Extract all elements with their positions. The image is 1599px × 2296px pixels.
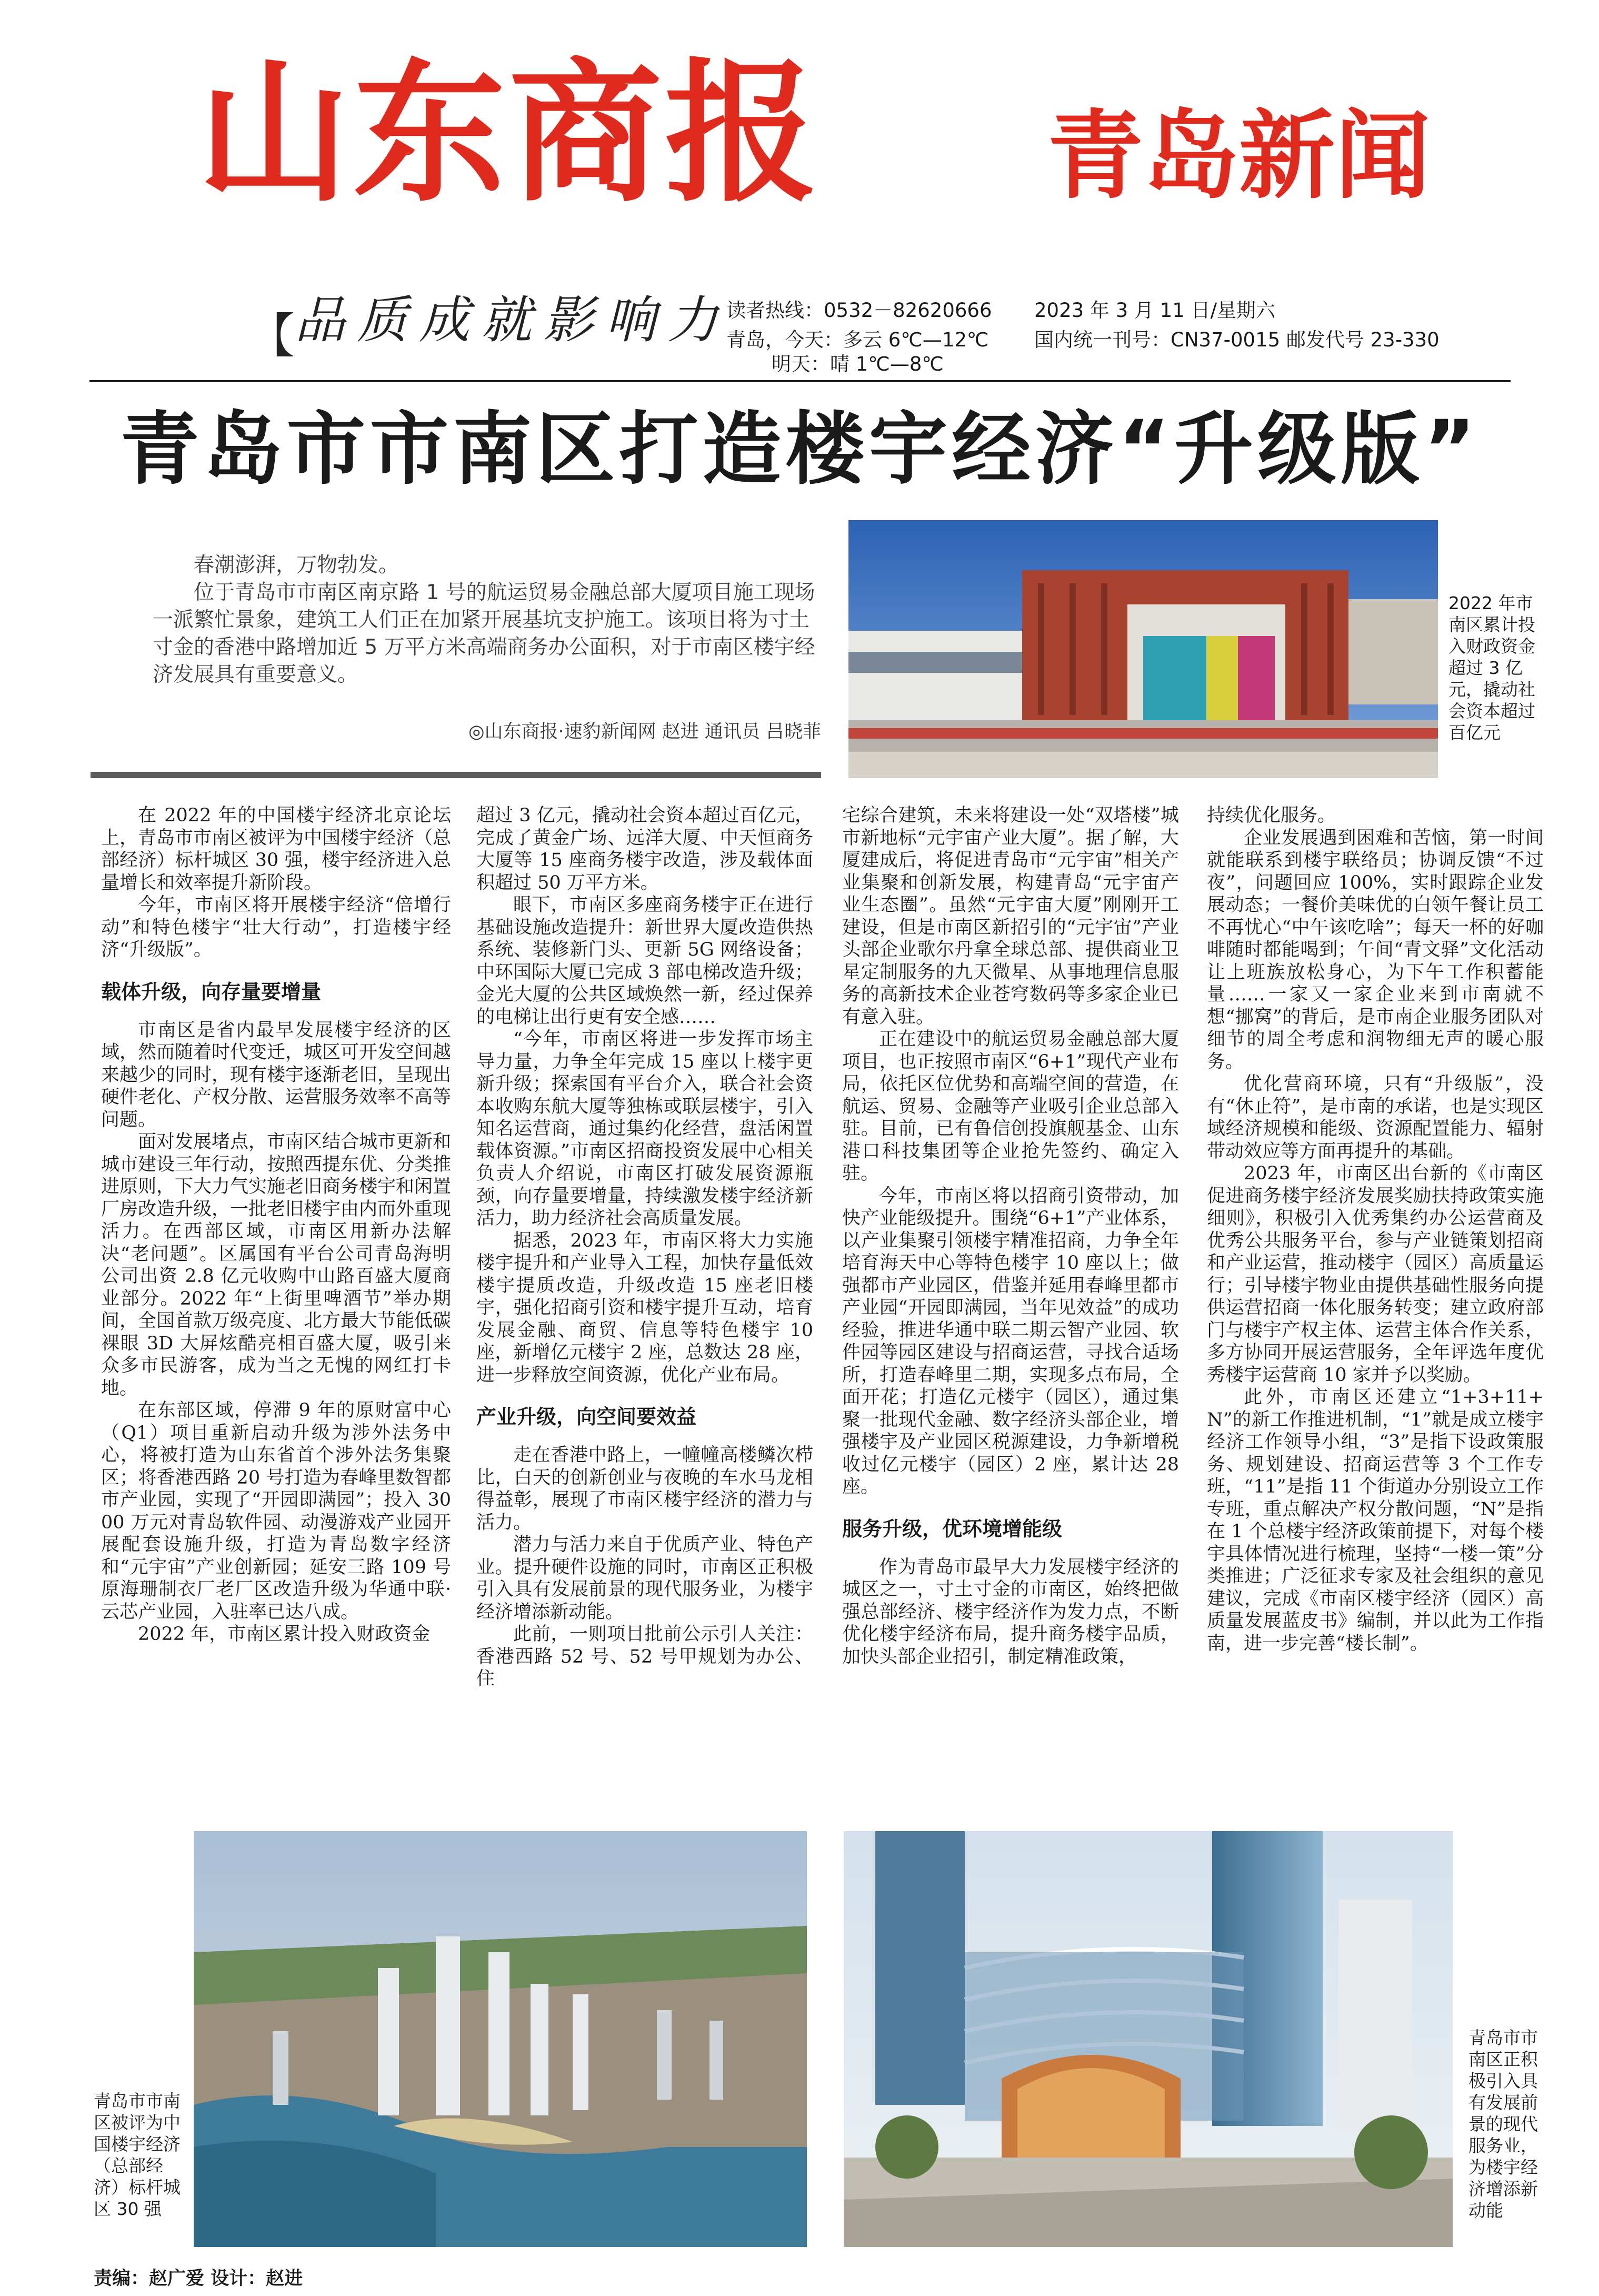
article-column-4 bbox=[1207, 804, 1544, 1655]
weather-tomorrow: 明天：晴 1℃—8℃ bbox=[772, 353, 944, 375]
edition-title: 青岛新闻 bbox=[1047, 100, 1431, 212]
building-photo bbox=[848, 520, 1438, 778]
lead-rule bbox=[91, 772, 821, 778]
issue-date: 2023 年 3 月 11 日/星期六 bbox=[1034, 299, 1276, 322]
section-heading: 服务升级，优环境增能级 bbox=[842, 1517, 1063, 1540]
footer-credits: 责编：赵广爱 设计：赵进 bbox=[94, 2268, 303, 2289]
article-paragraph: 2022 年，市南区累计投入财政资金 bbox=[138, 1624, 431, 1645]
article-paragraph: 正在建设中的航运贸易金融总部大厦项目，也正按照市南区“6+1”现代产业布局，依托区位优势和高端空间的营造，在航运、贸易、金融等产业吸引企业总部入驻。目前，已有鲁信创投旗舰基金、山东港口科技集团等企业抢先签约、确定入驻。 bbox=[842, 1029, 1179, 1184]
aerial-city-photo bbox=[194, 1831, 807, 2247]
article-paragraph: 今年，市南区将以招商引资带动，加快产业能级提升。围绕“6+1”产业体系，以产业集聚引领楼宇精准招商，力争全年培育海天中心等特色楼宇 10 座以上；做强都市产业园区，借鉴并延用春峰里都市产业园“开园即满园，当年见效益”的成功经验，推进华通中联二期云智产业园、软件园等园区建设与招商运营，寻找合适场所，打造春峰里二期，实现多点布局，全面开花；打造亿元楼宇（园区），通过集聚一批现代金融、数字经济头部企业，增强楼宇及产业园区税源建设，力争新增税收过亿元楼宇（园区）2 座，累计达 28 座。 bbox=[842, 1185, 1179, 1497]
lead-paragraph: 位于青岛市市南区南京路 1 号的航运贸易金融总部大厦项目施工现场一派繁忙景象，建筑工人们正在加紧开展基坑支护施工。该项目将为寸土寸金的香港中路增加近 5 万平方米高端商务办公面积，对于市南区楼宇经济发展具有重要意义。 bbox=[153, 581, 815, 687]
main-headline: 青岛市市南区打造楼宇经济“升级版” bbox=[120, 404, 1480, 495]
article-paragraph: 优化营商环境，只有“升级版”，没有“休止符”，是市南的承诺，也是实现区域经济规模和能级、资源配置能力、辐射带动效应等方面再提升的基础。 bbox=[1207, 1074, 1544, 1162]
article-paragraph: 在东部区域，停滞 9 年的原财富中心（Q1）项目重新启动升级为涉外法务中心，将被打造为山东省首个涉外法务集聚区；将香港西路 20 号打造为春峰里数智都市产业园，实现了“开园即满园”；投入 3000 万元对青岛软件园、动漫游戏产业园开展配套设施升级，打造为青岛数字经济和“元宇宙”产业创新园；延安三路 109 号原海珊制衣厂老厂区改造升级为华通中联·云芯产业园，入驻率已达八成。 bbox=[101, 1400, 451, 1623]
issue-number: 国内统一刊号：CN37-0015 邮发代号 23-330 bbox=[1034, 329, 1440, 351]
article-paragraph: “今年，市南区将进一步发挥市场主导力量，力争全年完成 15 座以上楼宇更新升级；探索国有平台介入，联合社会资本收购东航大厦等独栋或联层楼宇，引入知名运营商，通过集约化经营，盘活闲置载体资源。”市南区招商投资发展中心相关负责人介绍说，市南区打破发展资源瓶颈，向存量要增量，持续激发楼宇经济新活力，助力经济社会高质量发展。 bbox=[476, 1029, 813, 1229]
article-paragraph: 此外，市南区还建立“1+3+11+N”的新工作推进机制，“1”就是成立楼宇经济工作领导小组，“3”是指下设政策服务、规划建设、招商运营等 3 个工作专班，“11”是指 11 个街道办分别设立工作专班，重点解决产权分散问题，“N”是指在 1 个总楼宇经济政策前提下，对每个楼宇具体情况进行梳理，坚持“一楼一策”分类推进；广泛征求专家及社会组织的意见建议，完成《市南区楼宇经济（园区）高质量发展蓝皮书》编制，并以此为工作指南，进一步完善“楼长制”。 bbox=[1207, 1387, 1544, 1654]
article-paragraph: 此前，一则项目批前公示引人关注：香港西路 52 号、52 号甲规划为办公、住 bbox=[476, 1624, 813, 1689]
article-paragraph: 在 2022 年的中国楼宇经济北京论坛上，青岛市市南区被评为中国楼宇经济（总部经济）标杆城区 30 强，楼宇经济进入总量增长和效率提升新阶段。 bbox=[101, 805, 452, 893]
slogan-bracket: 【 bbox=[247, 309, 295, 364]
article-paragraph: 超过 3 亿元，撬动社会资本超过百亿元，完成了黄金广场、远洋大厦、中天恒商务大厦等 15 座商务楼宇改造，涉及载体面积超过 50 万平方米。 bbox=[476, 805, 813, 893]
article-paragraph: 2023 年，市南区出台新的《市南区促进商务楼宇经济发展奖励扶持政策实施细则》，积极引入优秀集约办公运营商及优秀公共服务平台，参与产业链策划招商和产业运营，推动楼宇（园区）高质量运行；引导楼宇物业由提供基础性服务向提供运营招商一体化服务转变；建立政府部门与楼宇产权主体、运营主体合作关系，多方协同开展运营服务，全年评选年度优秀楼宇运营商 10 家并予以奖励。 bbox=[1207, 1163, 1544, 1386]
article-column-2 bbox=[476, 804, 813, 1691]
caption-top-right: 2022 年市南区累计投入财政资金超过 3 亿元，撬动社会资本超过百亿元 bbox=[1448, 593, 1535, 743]
header-rule bbox=[89, 380, 1511, 382]
article-paragraph: 作为青岛市最早大力发展楼宇经济的城区之一，寸土寸金的市南区，始终把做强总部经济、楼宇经济作为发力点，不断优化楼宇经济布局，提升商务楼宇品质，加快头部企业招引，制定精准政策， bbox=[842, 1556, 1179, 1667]
article-column-3 bbox=[842, 804, 1179, 1668]
byline: ◎山东商报·速豹新闻网 赵进 通讯员 吕晓菲 bbox=[468, 721, 821, 742]
article-paragraph: 面对发展堵点，市南区结合城市更新和城市建设三年行动，按照西提东优、分类推进原则，下大力气实施老旧商务楼宇和闲置厂房改造升级，一批老旧楼宇由内而外重现活力。在西部区域，市南区用新办法解决“老问题”。区属国有平台公司青岛海明公司出资 2.8 亿元收购中山路百盛大厦商业部分。2022 年“上街里啤酒节”举办期间，全国首款万级亮度、北方最大节能低碳裸眼 3D 大屏炫酷亮相百盛大厦，吸引来众多市民游客，成为当之无愧的网红打卡地。 bbox=[101, 1131, 452, 1399]
article-paragraph: 据悉，2023 年，市南区将大力实施楼宇提升和产业导入工程，加快存量低效楼宇提质改造，升级改造 15 座老旧楼宇，强化招商引资和楼宇提升互动，培育发展金融、商贸、信息等特色楼宇 10 座，新增亿元楼宇 2 座，总数达 28 座，进一步释放空间资源，优化产业布局。 bbox=[476, 1230, 813, 1386]
article-paragraph: 企业发展遇到困难和苦恼，第一时间就能联系到楼宇联络员；协调反馈“不过夜”，问题回应 100%，实时跟踪企业发展动态；一餐价美味优的白领午餐让员工不再忧心“中午该吃啥”；每天一杯的好咖啡随时都能喝到；午间“青文驿”文化活动让上班族放松身心，为下午工作积蓄能量……一家又一家企业来到市南就不想“挪窝”的背后，是市南企业服务团队对细节的周全考虑和润物细无声的暖心服务。 bbox=[1207, 827, 1544, 1072]
caption-bottom-left: 青岛市市南区被评为中国楼宇经济（总部经济）标杆城区 30 强 bbox=[94, 2091, 181, 2219]
tower-rendering-photo bbox=[844, 1831, 1453, 2247]
article-paragraph: 今年，市南区将开展楼宇经济“倍增行动”和特色楼宇“壮大行动”，打造楼宇经济“升级版”。 bbox=[101, 894, 451, 960]
reader-hotline: 读者热线：0532－82620666 bbox=[726, 299, 992, 322]
article-paragraph: 走在香港中路上，一幢幢高楼鳞次栉比，白天的创新创业与夜晚的车水马龙相得益彰，展现了市南区楼宇经济的潜力与活力。 bbox=[476, 1445, 813, 1533]
lead-paragraph: 春潮澎湃，万物勃发。 bbox=[194, 553, 399, 577]
section-heading: 载体升级，向存量要增量 bbox=[101, 980, 322, 1003]
section-heading: 产业升级，向空间要效益 bbox=[476, 1405, 697, 1428]
article-paragraph: 持续优化服务。 bbox=[1207, 805, 1336, 826]
article-paragraph: 市南区是省内最早发展楼宇经济的区域，然而随着时代变迁，城区可开发空间越来越少的同时，现有楼宇逐渐老旧，呈现出硬件老化、产权分散、运营服务效率不高等问题。 bbox=[101, 1019, 452, 1130]
lead-paragraphs bbox=[153, 552, 821, 689]
slogan: 品质成就影响力 bbox=[295, 291, 729, 350]
weather-today: 青岛，今天：多云 6℃—12℃ bbox=[726, 329, 989, 351]
caption-bottom-right: 青岛市市南区正积极引入具有发展前景的现代服务业，为楼宇经济增添新动能 bbox=[1468, 2027, 1538, 2221]
masthead-title: 山东商报 bbox=[197, 45, 821, 223]
article-paragraph: 潜力与活力来自于优质产业、特色产业。提升硬件设施的同时，市南区正积极引入具有发展前景的现代服务业，为楼宇经济增添新动能。 bbox=[476, 1534, 813, 1623]
article-paragraph: 宅综合建筑，未来将建设一处“双塔楼”城市新地标“元宇宙产业大厦”。据了解，大厦建成后，将促进青岛市“元宇宙”相关产业集聚和创新发展，构建青岛“元宇宙产业生态圈”。虽然“元宇宙大厦”刚刚开工建设，但是市南区新招引的“元宇宙”产业头部企业歌尔丹拿全球总部、提供商业卫星定制服务的九天微星、从事地理信息服务的高新技术企业苍穹数码等多家企业已有意入驻。 bbox=[842, 805, 1179, 1028]
article-paragraph: 眼下，市南区多座商务楼宇正在进行基础设施改造提升：新世界大厦改造供热系统、装修新门头、更新 5G 网络设备；中环国际大厦已完成 3 部电梯改造升级；金光大厦的公共区域焕然一新，经过保养的电梯让出行更有安全感…… bbox=[476, 894, 813, 1028]
article-column-1 bbox=[101, 804, 451, 1646]
